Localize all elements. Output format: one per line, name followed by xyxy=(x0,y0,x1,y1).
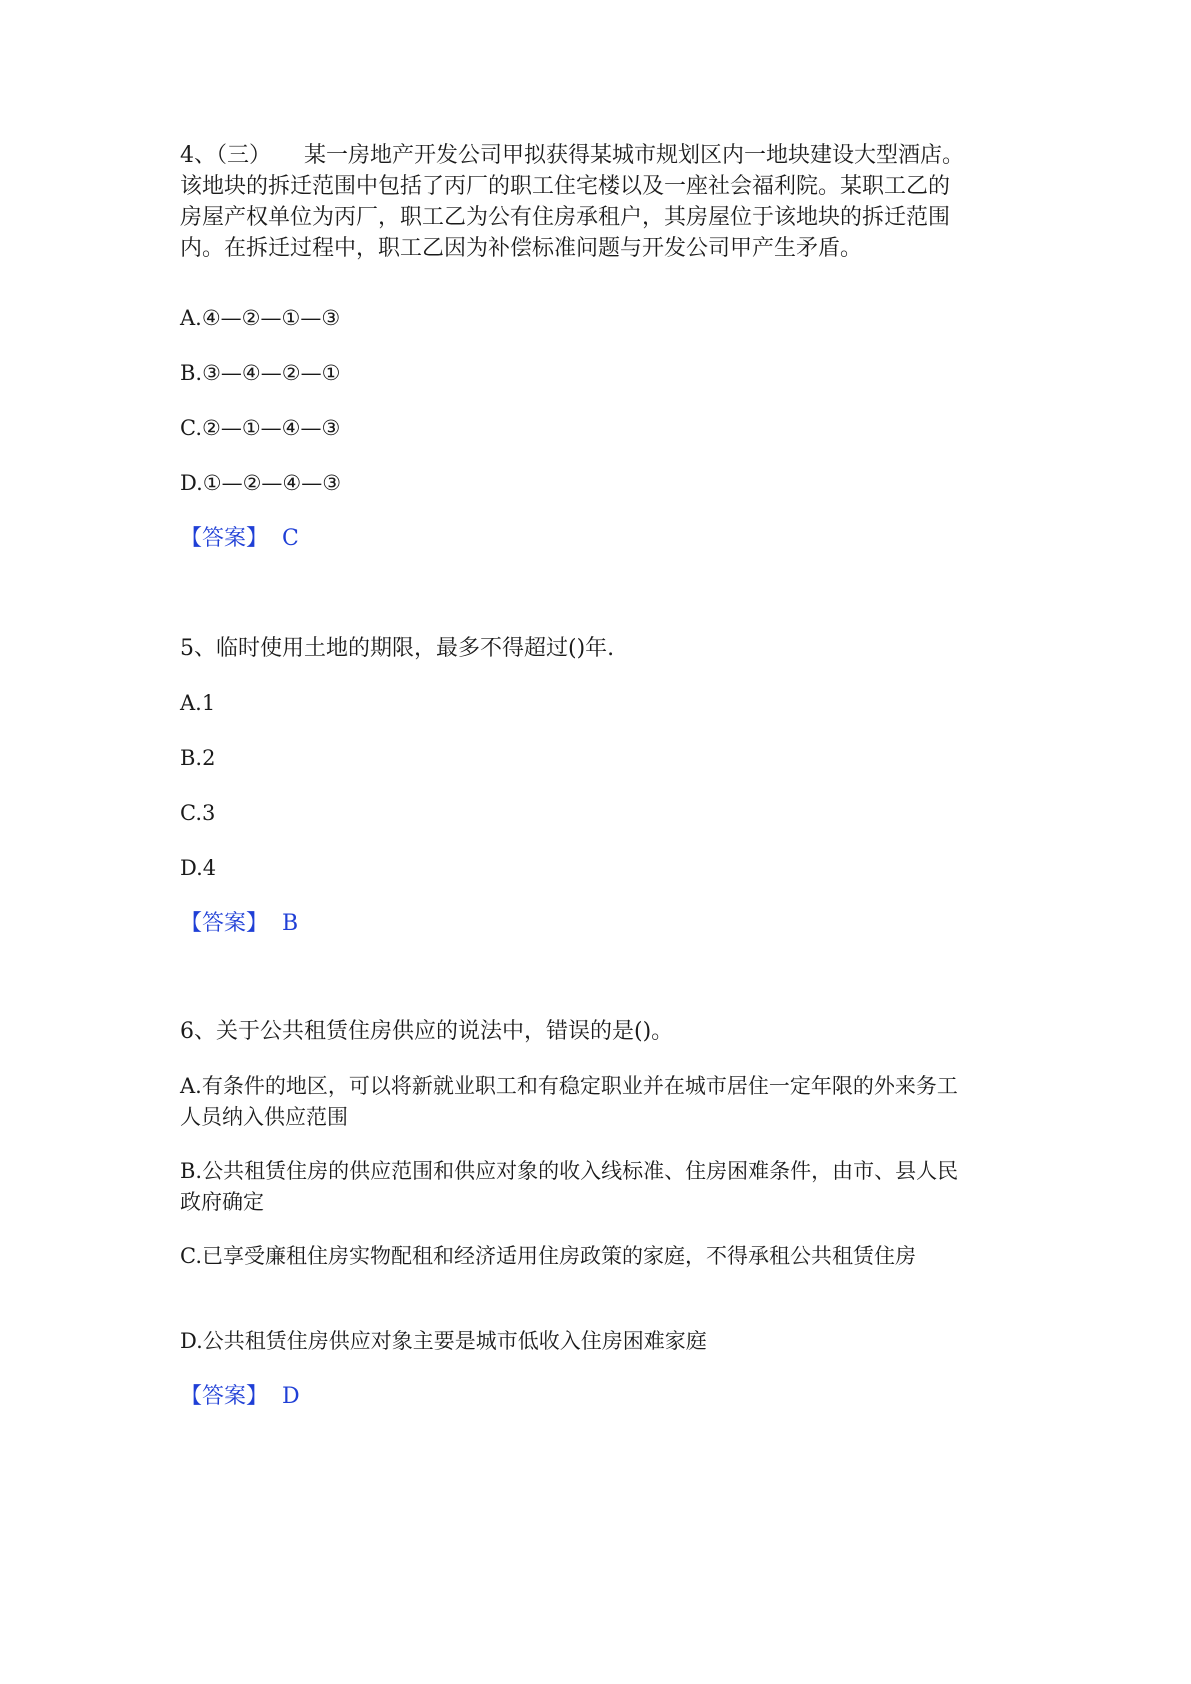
question-6-stem: 6、关于公共租赁住房供应的说法中，错误的是()。 xyxy=(180,1019,674,1044)
answer-label: 【答案】 xyxy=(180,526,269,551)
answer-label: 【答案】 xyxy=(180,911,269,936)
question-4-answer xyxy=(180,523,299,554)
answer-label: 【答案】 xyxy=(180,1384,269,1409)
question-5-option-a: A.1 xyxy=(180,691,216,715)
question-5 xyxy=(180,633,1020,936)
question-5-option-c: C.3 xyxy=(180,801,216,825)
question-6-option-d: D.公共租赁住房供应对象主要是城市低收入住房困难家庭 xyxy=(180,1329,707,1353)
question-4 xyxy=(180,140,1020,551)
question-4-option-a: A.④—②—①—③ xyxy=(180,306,341,330)
question-6-answer xyxy=(180,1381,300,1412)
question-4-option-b: B.③—④—②—① xyxy=(180,361,341,385)
question-5-option-d: D.4 xyxy=(180,856,217,880)
answer-value: D xyxy=(282,1384,300,1409)
question-5-answer xyxy=(180,908,298,939)
question-6 xyxy=(180,1016,1020,1409)
question-5-option-b: B.2 xyxy=(180,746,216,770)
answer-value: C xyxy=(282,526,299,551)
question-4-option-d: D.①—②—④—③ xyxy=(180,471,342,495)
question-4-option-c: C.②—①—④—③ xyxy=(180,416,341,440)
question-6-option-b: B.公共租赁住房的供应范围和供应对象的收入线标准、住房困难条件，由市、县人民政府确定 xyxy=(180,1159,959,1214)
question-5-stem: 5、临时使用土地的期限，最多不得超过()年. xyxy=(180,636,615,661)
question-4-stem: 4、（三） 某一房地产开发公司甲拟获得某城市规划区内一地块建设大型酒店。该地块的拆迁范围中包括了丙厂的职工住宅楼以及一座社会福利院。某职工乙的房屋产权单位为丙厂，职工乙为公有住房承租户，其房屋位于该地块的拆迁范围内。在拆迁过程中，职工乙因为补偿标准问题与开发公司甲产生矛盾。 xyxy=(180,143,964,261)
answer-value: B xyxy=(282,911,299,936)
question-6-option-c: C.已享受廉租住房实物配租和经济适用住房政策的家庭，不得承租公共租赁住房 xyxy=(180,1244,916,1268)
question-6-option-a: A.有条件的地区，可以将新就业职工和有稳定职业并在城市居住一定年限的外来务工人员纳入供应范围 xyxy=(180,1074,958,1129)
